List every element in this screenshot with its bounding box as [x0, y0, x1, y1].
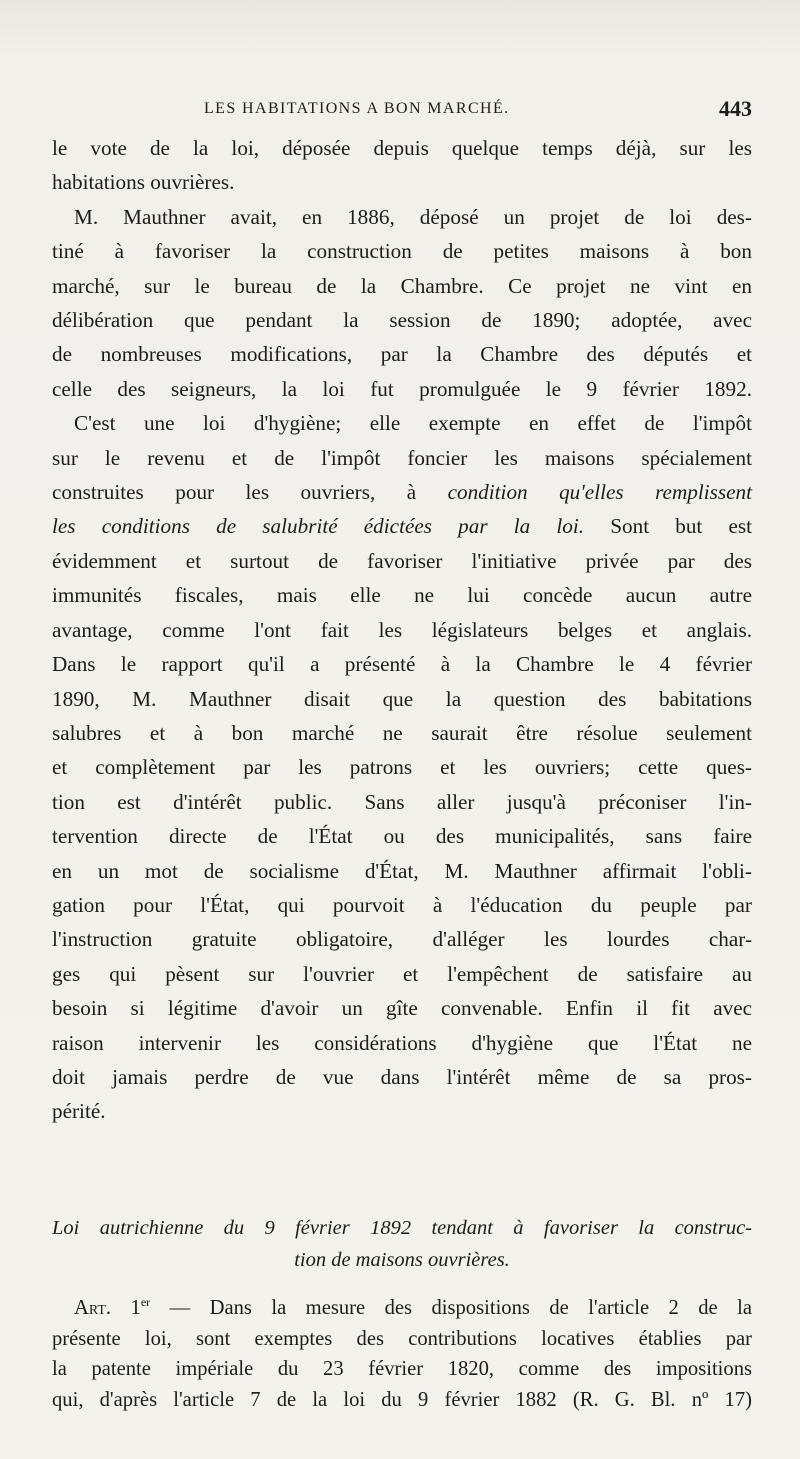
- text-run: Sont but est: [584, 514, 753, 539]
- text-line: celle des seigneurs, la loi fut promulguée le 9 février 1892.: [52, 376, 752, 401]
- text-line: présente loi, sont exemptes des contributions locatives établies par: [52, 1327, 752, 1350]
- page-number: 443: [719, 96, 752, 121]
- text-line: l'instruction gratuite obligatoire, d'alléger les lourdes char-: [52, 927, 752, 952]
- text-line: [52, 475, 752, 509]
- text-line: besoin si légitime d'avoir un gîte convenable. Enfin il fit avec: [52, 996, 752, 1021]
- paragraph-1: [52, 131, 752, 200]
- text-line: tervention directe de l'État ou des municipalités, sans faire: [52, 824, 752, 849]
- article-label-sup: er: [140, 1295, 151, 1310]
- text-line: M. Mauthner avait, en 1886, déposé un projet de loi des-: [74, 204, 752, 229]
- text-line: le vote de la loi, déposée depuis quelque temps déjà, sur les: [52, 136, 752, 160]
- text-line: et complètement par les patrons et les ouvriers; cette ques-: [52, 755, 752, 780]
- text-line: [52, 509, 752, 543]
- text-line: salubres et à bon marché ne saurait être résolue seulement: [52, 720, 752, 745]
- text-line: sur le revenu et de l'impôt foncier les maisons spécialement: [52, 445, 752, 470]
- text-run: construites pour les ouvriers, à: [52, 480, 448, 505]
- text-line: habitations ouvrières.: [52, 170, 235, 195]
- page-header: [52, 96, 752, 124]
- italic-run: condition qu'elles remplissent: [447, 480, 752, 505]
- text-line: avantage, comme l'ont fait les législateurs belges et anglais.: [52, 617, 752, 642]
- body-text: [52, 131, 752, 1129]
- text-line: immunités fiscales, mais elle ne lui concède aucun autre: [52, 583, 752, 608]
- section-title: [52, 1212, 752, 1276]
- text-line: C'est une loi d'hygiène; elle exempte en effet de l'impôt: [74, 411, 752, 436]
- text-line: périté.: [52, 1099, 106, 1124]
- paragraph-3: [52, 406, 752, 1129]
- text-line: en un mot de socialisme d'État, M. Mauthner affirmait l'obli-: [52, 858, 752, 883]
- text-line: marché, sur le bureau de la Chambre. Ce projet ne vint en: [52, 273, 752, 298]
- article-1: [52, 1293, 752, 1415]
- text-line: raison intervenir les considérations d'hygiène que l'État ne: [52, 1030, 752, 1055]
- paragraph-2: [52, 200, 752, 406]
- text-line: de nombreuses modifications, par la Chambre des députés et: [52, 342, 752, 367]
- text-line: tiné à favoriser la construction de petites maisons à bon: [52, 239, 752, 264]
- text-line: doit jamais perdre de vue dans l'intérêt même de sa pros-: [52, 1064, 752, 1089]
- text-line: évidemment et surtout de favoriser l'initiative privée par des: [52, 548, 752, 573]
- text-run: — Dans la mesure des dispositions de l'article 2 de la: [150, 1297, 753, 1319]
- text-line: ges qui pèsent sur l'ouvrier et l'empêchent de satisfaire au: [52, 961, 752, 986]
- article-label: Art. 1: [74, 1297, 141, 1319]
- section-title-line: Loi autrichienne du 9 février 1892 tendant à favoriser la construc-: [52, 1217, 752, 1239]
- text-line: [52, 1293, 752, 1324]
- text-line: la patente impériale du 23 février 1820, comme des impositions: [52, 1358, 752, 1381]
- text-line: gation pour l'État, qui pourvoit à l'éducation du peuple par: [52, 892, 752, 917]
- text-line: tion est d'intérêt public. Sans aller jusqu'à préconiser l'in-: [52, 789, 752, 814]
- text-line: délibération que pendant la session de 1890; adoptée, avec: [52, 308, 752, 333]
- text-line: qui, d'après l'article 7 de la loi du 9 février 1882 (R. G. Bl. nº 17): [52, 1388, 752, 1411]
- text-line: 1890, M. Mauthner disait que la question des babitations: [52, 686, 752, 711]
- text-line: Dans le rapport qu'il a présenté à la Chambre le 4 février: [52, 652, 752, 677]
- running-head: LES HABITATIONS A BON MARCHÉ.: [204, 100, 510, 117]
- italic-run: les conditions de salubrité édictées par la loi.: [52, 514, 585, 539]
- section-title-line: tion de maisons ouvrières.: [294, 1249, 510, 1271]
